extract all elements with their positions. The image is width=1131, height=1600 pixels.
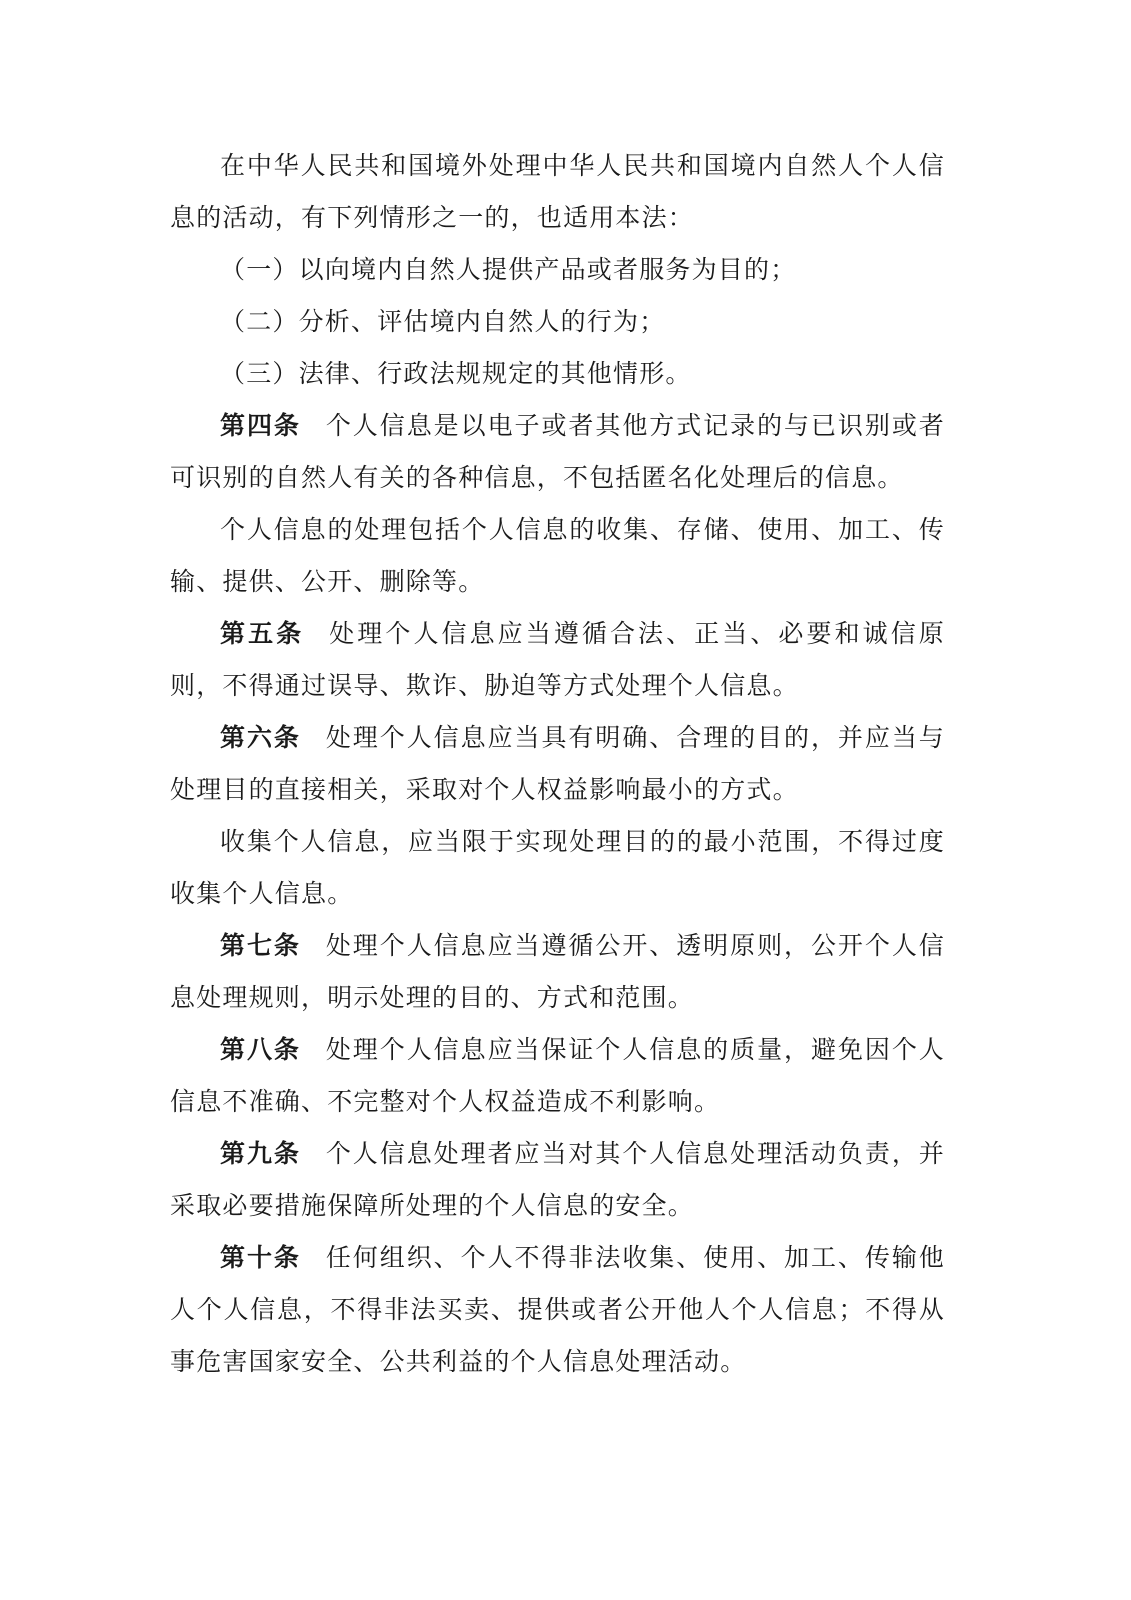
article-8 [170,1024,945,1128]
paragraph [170,296,945,348]
article-7 [170,920,945,1024]
article-10 [170,1232,945,1388]
paragraph-text: 处理个人信息应当保证个人信息的质量，避免因个人信息不准确、不完整对个人权益造成不利影响。 [170,1035,945,1116]
article-5 [170,608,945,712]
paragraph-text: 在中华人民共和国境外处理中华人民共和国境内自然人个人信息的活动，有下列情形之一的，也适用本法： [170,151,945,232]
paragraph-text: 收集个人信息，应当限于实现处理目的的最小范围，不得过度收集个人信息。 [170,827,945,908]
document-body [170,140,945,1388]
paragraph-text: （一）以向境内自然人提供产品或者服务为目的； [220,255,797,284]
article-number: 第八条 [220,1035,301,1064]
paragraph-text: 个人信息的处理包括个人信息的收集、存储、使用、加工、传输、提供、公开、删除等。 [170,515,945,596]
paragraph [170,244,945,296]
paragraph-text: 个人信息是以电子或者其他方式记录的与已识别或者可识别的自然人有关的各种信息，不包括匿名化处理后的信息。 [170,411,945,492]
paragraph-text: 个人信息处理者应当对其个人信息处理活动负责，并采取必要措施保障所处理的个人信息的安全。 [170,1139,945,1220]
paragraph-text: 处理个人信息应当遵循公开、透明原则，公开个人信息处理规则，明示处理的目的、方式和范围。 [170,931,945,1012]
article-number: 第五条 [220,619,305,648]
article-number: 第四条 [220,411,301,440]
paragraph [170,504,945,608]
article-9 [170,1128,945,1232]
paragraph [170,140,945,244]
article-number: 第十条 [220,1243,301,1272]
article-6 [170,712,945,816]
article-4 [170,400,945,504]
paragraph-text: 处理个人信息应当具有明确、合理的目的，并应当与处理目的直接相关，采取对个人权益影响最小的方式。 [170,723,945,804]
article-number: 第七条 [220,931,301,960]
paragraph [170,816,945,920]
article-number: 第九条 [220,1139,301,1168]
article-number: 第六条 [220,723,301,752]
paragraph-text: 处理个人信息应当遵循合法、正当、必要和诚信原则，不得通过误导、欺诈、胁迫等方式处理个人信息。 [170,619,945,700]
paragraph-text: （二）分析、评估境内自然人的行为； [220,307,666,336]
paragraph-text: 任何组织、个人不得非法收集、使用、加工、传输他人个人信息，不得非法买卖、提供或者公开他人个人信息；不得从事危害国家安全、公共利益的个人信息处理活动。 [170,1243,945,1376]
paragraph-text: （三）法律、行政法规规定的其他情形。 [220,359,692,388]
paragraph [170,348,945,400]
